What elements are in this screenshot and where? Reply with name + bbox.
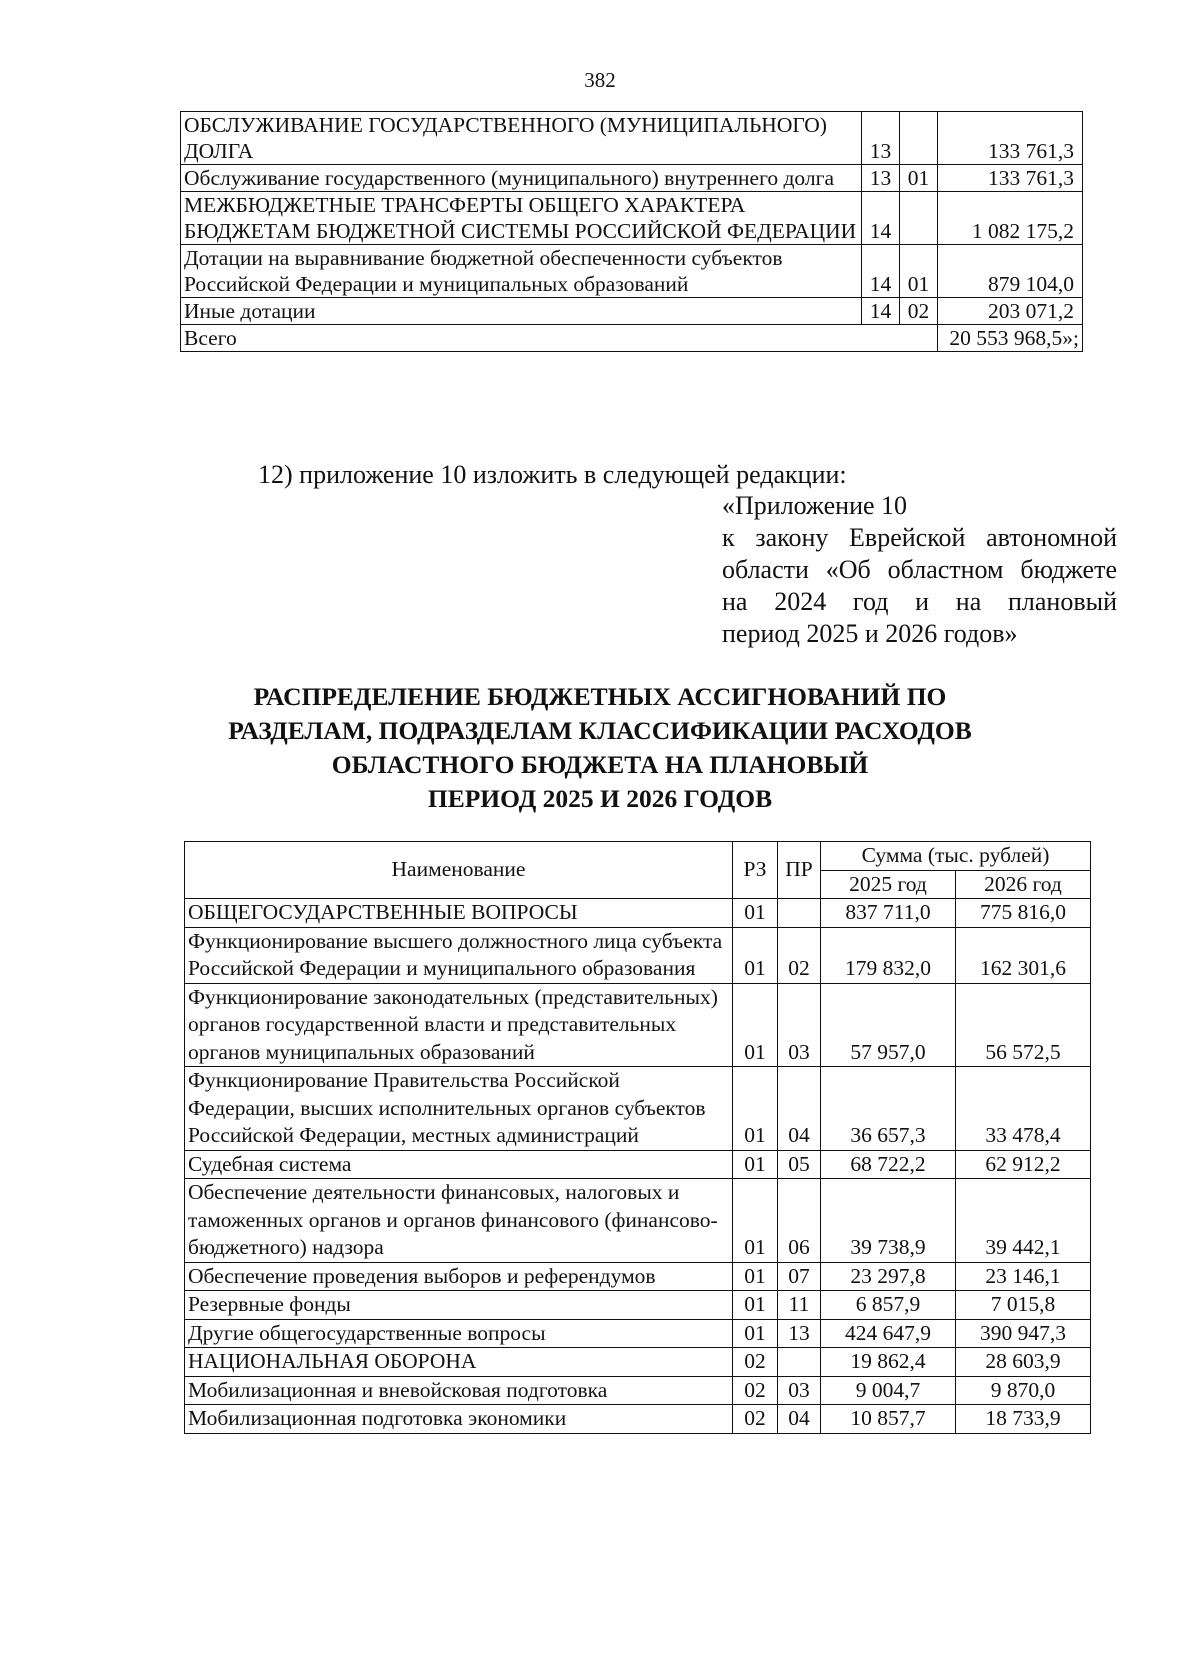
row-2025: 10 857,7 (821, 1405, 956, 1434)
heading-line: ПЕРИОД 2025 И 2026 ГОДОВ (427, 784, 773, 813)
row-2025: 6 857,9 (821, 1291, 956, 1320)
row-2026: 62 912,2 (956, 1150, 1091, 1179)
row-2025: 39 738,9 (821, 1179, 956, 1263)
row-pr: 03 (778, 983, 821, 1067)
row-pr: 03 (778, 1376, 821, 1405)
heading-line: РАСПРЕДЕЛЕНИЕ БЮДЖЕТНЫХ АССИГНОВАНИЙ ПО (253, 682, 947, 711)
annex-line: «Приложение 10 (722, 491, 908, 520)
row-2025: 23 297,8 (821, 1262, 956, 1291)
row-rz: 01 (733, 927, 778, 983)
total-value: 20 553 968,5»; (938, 325, 1083, 352)
row-pr: 02 (900, 298, 938, 325)
row-pr: 13 (778, 1319, 821, 1348)
row-name: Функционирование высшего должностного лица субъекта Российской Федерации и муниципального образования (185, 927, 733, 983)
row-name: Мобилизационная и вневойсковая подготовка (185, 1376, 733, 1405)
row-rz: 02 (733, 1376, 778, 1405)
row-name: Обслуживание государственного (муниципального) внутреннего долга (181, 165, 862, 192)
row-name: Мобилизационная подготовка экономики (185, 1405, 733, 1434)
annex-line: на 2024 год и на плановый (722, 587, 1117, 616)
annex-line: к закону Еврейской автономной (722, 523, 1117, 552)
table-row (185, 1262, 1091, 1291)
row-pr: 01 (900, 245, 938, 298)
row-name: Иные дотации (181, 298, 862, 325)
row-pr: 05 (778, 1150, 821, 1179)
row-2026: 9 870,0 (956, 1376, 1091, 1405)
row-rz: 02 (733, 1405, 778, 1434)
annex-caption (722, 490, 1117, 650)
row-pr: 04 (778, 1405, 821, 1434)
row-2025: 68 722,2 (821, 1150, 956, 1179)
table-row (181, 112, 1083, 165)
row-name: Функционирование Правительства Российской Федерации, высших исполнительных органов субъектов Российской Федерации, местных администраций (185, 1067, 733, 1151)
header-name: Наименование (185, 842, 733, 899)
row-sum: 133 761,3 (938, 165, 1083, 192)
row-name: ОБЩЕГОСУДАРСТВЕННЫЕ ВОПРОСЫ (185, 899, 733, 928)
row-pr: 01 (900, 165, 938, 192)
row-pr (778, 1348, 821, 1377)
appendix-9-table-end (180, 111, 1083, 352)
row-2026: 162 301,6 (956, 927, 1091, 983)
total-label: Всего (181, 325, 938, 352)
table-row (185, 1150, 1091, 1179)
row-sum: 1 082 175,2 (938, 192, 1083, 245)
header-2025: 2025 год (821, 870, 956, 899)
heading-line: РАЗДЕЛАМ, ПОДРАЗДЕЛАМ КЛАССИФИКАЦИИ РАСХОДОВ (228, 716, 972, 745)
header-2026: 2026 год (956, 870, 1091, 899)
header-rz: РЗ (733, 842, 778, 899)
table-row (181, 245, 1083, 298)
table-row (185, 1179, 1091, 1263)
row-rz: 01 (733, 899, 778, 928)
row-2026: 33 478,4 (956, 1067, 1091, 1151)
row-2025: 837 711,0 (821, 899, 956, 928)
row-rz: 01 (733, 1291, 778, 1320)
table-row (181, 192, 1083, 245)
table-row (185, 1319, 1091, 1348)
appendix-10-table (184, 841, 1091, 1434)
row-pr (900, 112, 938, 165)
row-name: Резервные фонды (185, 1291, 733, 1320)
document-heading (160, 680, 1040, 816)
table-row (185, 927, 1091, 983)
table-row (185, 899, 1091, 928)
table-row (185, 1376, 1091, 1405)
row-name: ОБСЛУЖИВАНИЕ ГОСУДАРСТВЕННОГО (МУНИЦИПАЛЬНОГО) ДОЛГА (181, 112, 862, 165)
row-name: Функционирование законодательных (представительных) органов государственной власти и представительных органов муниципальных образований (185, 983, 733, 1067)
row-2026: 775 816,0 (956, 899, 1091, 928)
row-pr: 06 (778, 1179, 821, 1263)
row-pr (778, 899, 821, 928)
row-rz: 01 (733, 1319, 778, 1348)
row-2025: 424 647,9 (821, 1319, 956, 1348)
table-row (185, 1067, 1091, 1151)
row-2026: 56 572,5 (956, 983, 1091, 1067)
row-rz: 01 (733, 1150, 778, 1179)
row-2025: 9 004,7 (821, 1376, 956, 1405)
row-rz: 13 (862, 165, 900, 192)
row-2026: 7 015,8 (956, 1291, 1091, 1320)
row-sum: 133 761,3 (938, 112, 1083, 165)
row-name: НАЦИОНАЛЬНАЯ ОБОРОНА (185, 1348, 733, 1377)
table-row (185, 1291, 1091, 1320)
row-name: Обеспечение деятельности финансовых, налоговых и таможенных органов и органов финансового (финансово-бюджетного) надзора (185, 1179, 733, 1263)
table-row (185, 1405, 1091, 1434)
row-2026: 23 146,1 (956, 1262, 1091, 1291)
row-pr: 02 (778, 927, 821, 983)
total-row (181, 325, 1083, 352)
row-2025: 36 657,3 (821, 1067, 956, 1151)
header-sum: Сумма (тыс. рублей) (821, 842, 1091, 871)
row-pr: 04 (778, 1067, 821, 1151)
annex-line: период 2025 и 2026 годов» (722, 619, 1018, 648)
amendment-text: 12) приложение 10 изложить в следующей редакции: (258, 460, 847, 489)
row-2026: 28 603,9 (956, 1348, 1091, 1377)
row-rz: 13 (862, 112, 900, 165)
row-2025: 57 957,0 (821, 983, 956, 1067)
header-row (185, 842, 1091, 871)
row-sum: 879 104,0 (938, 245, 1083, 298)
row-pr: 07 (778, 1262, 821, 1291)
table-row (185, 983, 1091, 1067)
row-rz: 01 (733, 1262, 778, 1291)
page-number: 382 (584, 68, 616, 92)
row-rz: 01 (733, 983, 778, 1067)
row-pr (900, 192, 938, 245)
row-name: Другие общегосударственные вопросы (185, 1319, 733, 1348)
row-rz: 14 (862, 192, 900, 245)
row-name: Обеспечение проведения выборов и референдумов (185, 1262, 733, 1291)
table-row (181, 165, 1083, 192)
row-2026: 39 442,1 (956, 1179, 1091, 1263)
annex-line: области «Об областном бюджете (722, 555, 1117, 584)
table-row (185, 1348, 1091, 1377)
row-2025: 179 832,0 (821, 927, 956, 983)
row-sum: 203 071,2 (938, 298, 1083, 325)
row-rz: 14 (862, 245, 900, 298)
row-name: МЕЖБЮДЖЕТНЫЕ ТРАНСФЕРТЫ ОБЩЕГО ХАРАКТЕРА БЮДЖЕТАМ БЮДЖЕТНОЙ СИСТЕМЫ РОССИЙСКОЙ ФЕДЕРАЦИИ (181, 192, 862, 245)
row-rz: 14 (862, 298, 900, 325)
row-rz: 02 (733, 1348, 778, 1377)
row-rz: 01 (733, 1067, 778, 1151)
row-pr: 11 (778, 1291, 821, 1320)
row-rz: 01 (733, 1179, 778, 1263)
heading-line: ОБЛАСТНОГО БЮДЖЕТА НА ПЛАНОВЫЙ (331, 750, 869, 779)
row-name: Дотации на выравнивание бюджетной обеспеченности субъектов Российской Федерации и муниципальных образований (181, 245, 862, 298)
header-pr: ПР (778, 842, 821, 899)
row-2026: 390 947,3 (956, 1319, 1091, 1348)
table-row (181, 298, 1083, 325)
row-2025: 19 862,4 (821, 1348, 956, 1377)
row-2026: 18 733,9 (956, 1405, 1091, 1434)
row-name: Судебная система (185, 1150, 733, 1179)
